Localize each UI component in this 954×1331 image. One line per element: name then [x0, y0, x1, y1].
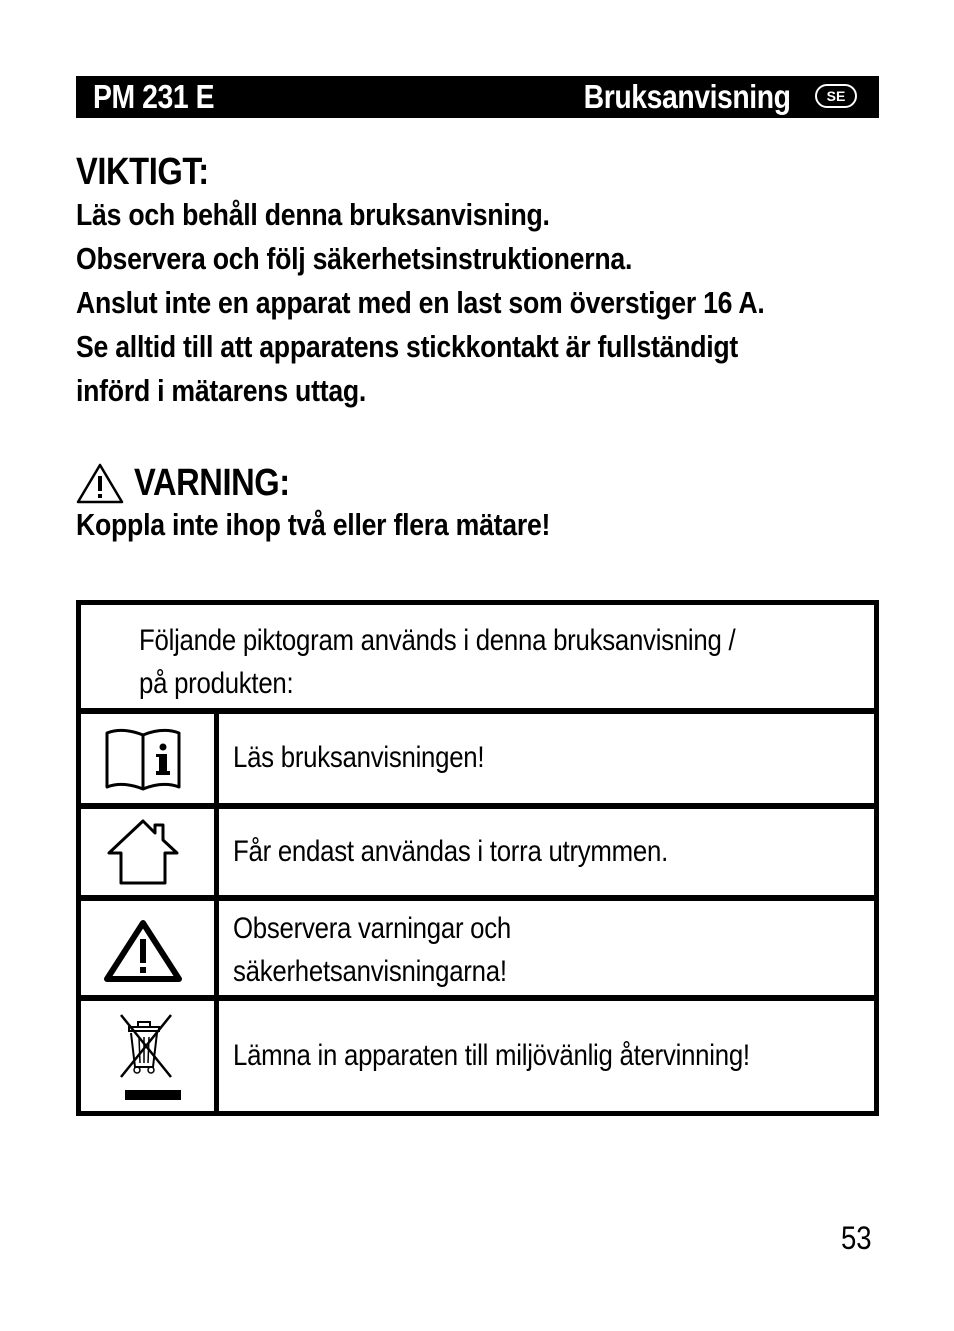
- table-row-text: [233, 1034, 750, 1077]
- table-column-divider: [214, 711, 219, 1111]
- warning-text-block: [76, 503, 876, 547]
- table-row-line: Observera varningar och: [233, 912, 512, 945]
- warning-heading: VARNING:: [134, 462, 290, 504]
- house-icon: [101, 817, 185, 887]
- table-divider: [81, 708, 874, 714]
- table-divider: [81, 995, 874, 1001]
- important-line: Läs och behåll denna bruksanvisning.: [76, 197, 550, 232]
- important-line: införd i mätarens uttag.: [76, 373, 367, 408]
- language-badge: SE: [815, 84, 857, 108]
- important-heading: VIKTIGT:: [76, 151, 209, 193]
- table-row-text: [233, 830, 668, 873]
- table-divider: [81, 895, 874, 901]
- table-intro: [139, 619, 735, 705]
- manual-book-icon: [101, 725, 185, 793]
- document-title: Bruksanvisning: [584, 78, 791, 115]
- warning-text: Koppla inte ihop två eller flera mätare!: [76, 507, 551, 542]
- table-divider: [81, 803, 874, 809]
- page-number: 53: [841, 1220, 872, 1256]
- header-bar: [76, 76, 879, 118]
- important-list: [76, 193, 876, 413]
- table-row-text: [233, 736, 484, 779]
- pictogram-table: [76, 600, 879, 1116]
- table-intro-line: på produkten:: [139, 667, 294, 700]
- crossed-bin-icon: [101, 1009, 185, 1105]
- important-line: Se alltid till att apparatens stickkontakt är fullständigt: [76, 329, 739, 364]
- table-row-line: Får endast användas i torra utrymmen.: [233, 835, 668, 868]
- table-row-text: [233, 907, 511, 993]
- model-name: PM 231 E: [93, 78, 215, 115]
- warning-triangle-icon: [101, 917, 185, 983]
- table-intro-line: Följande piktogram används i denna bruksanvisning /: [139, 624, 736, 657]
- table-row-line: Läs bruksanvisningen!: [233, 741, 485, 774]
- table-row-line: säkerhetsanvisningarna!: [233, 955, 507, 988]
- important-line: Observera och följ säkerhetsinstruktionerna.: [76, 241, 633, 276]
- important-line: Anslut inte en apparat med en last som överstiger 16 A.: [76, 285, 765, 320]
- table-row-line: Lämna in apparaten till miljövänlig återvinning!: [233, 1039, 750, 1072]
- warning-triangle-icon: [76, 462, 124, 504]
